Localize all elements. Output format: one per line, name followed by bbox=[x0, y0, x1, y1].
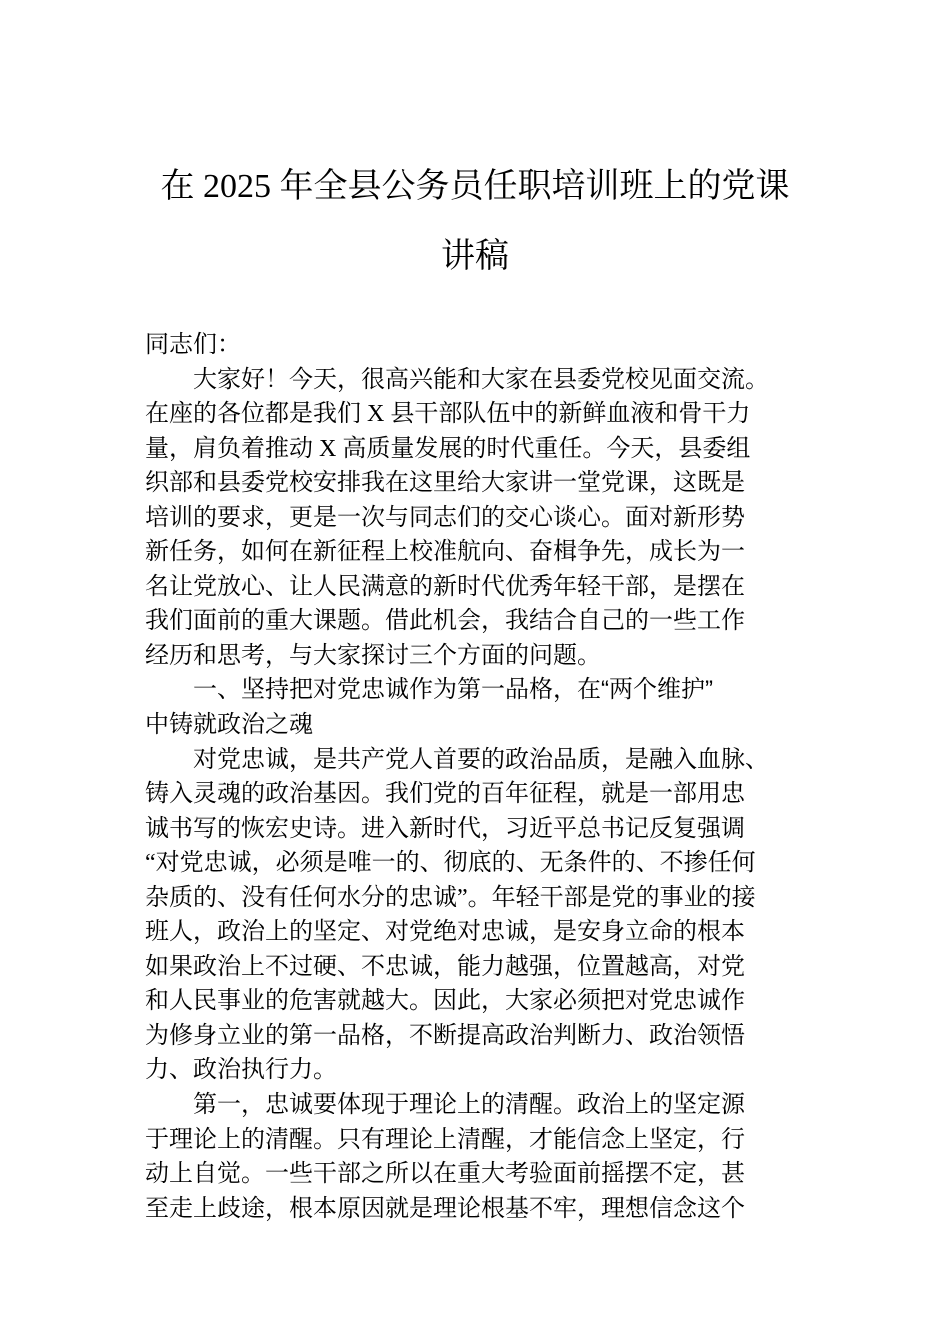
paragraph bbox=[145, 743, 825, 1088]
text-line: 培训的要求，更是一次与同志们的交心谈心。面对新形势 bbox=[145, 504, 745, 531]
text-line: 量，肩负着推动 X 高质量发展的时代重任。今天，县委组 bbox=[145, 435, 751, 462]
text-line: 和人民事业的危害就越大。因此，大家必须把对党忠诚作 bbox=[145, 988, 745, 1015]
text-line: 织部和县委党校安排我在这里给大家讲一堂党课，这既是 bbox=[145, 470, 745, 497]
text-line: 于理论上的清醒。只有理论上清醒，才能信念上坚定，行 bbox=[145, 1126, 745, 1153]
text-line: 在座的各位都是我们 X 县干部队伍中的新鲜血液和骨干力 bbox=[145, 401, 751, 428]
text-line: 新任务，如何在新征程上校准航向、奋楫争先，成长为一 bbox=[145, 539, 745, 566]
salutation: 同志们： bbox=[145, 332, 241, 358]
text-line: 中铸就政治之魂 bbox=[145, 711, 313, 739]
document-title bbox=[0, 152, 950, 292]
section-heading bbox=[145, 673, 825, 742]
document-body bbox=[145, 328, 825, 1226]
text-line: 第一，忠诚要体现于理论上的清醒。政治上的坚定源 bbox=[193, 1092, 745, 1119]
text-line: 名让党放心、让人民满意的新时代优秀年轻干部，是摆在 bbox=[145, 573, 745, 600]
text-line: 经历和思考，与大家探讨三个方面的问题。 bbox=[145, 642, 601, 669]
text-line: 力、政治执行力。 bbox=[145, 1057, 337, 1084]
paragraph bbox=[145, 1088, 825, 1226]
text-line: “对党忠诚，必须是唯一的、彻底的、无条件的、不掺任何 bbox=[145, 850, 756, 877]
text-line: 我们面前的重大课题。借此机会，我结合自己的一些工作 bbox=[145, 608, 745, 635]
text-line: 至走上歧途，根本原因就是理论根基不牢，理想信念这个 bbox=[145, 1195, 745, 1222]
text-line: 如果政治上不过硬、不忠诚，能力越强，位置越高，对党 bbox=[145, 953, 745, 980]
text-line: 一、坚持把对党忠诚作为第一品格，在“两个维护” bbox=[193, 676, 713, 704]
text-line: 为修身立业的第一品格，不断提高政治判断力、政治领悟 bbox=[145, 1022, 745, 1049]
title-line-1: 在 2025 年全县公务员任职培训班上的党课 bbox=[160, 168, 790, 205]
text-line: 班人，政治上的坚定、对党绝对忠诚，是安身立命的根本 bbox=[145, 919, 745, 946]
text-line: 诚书写的恢宏史诗。进入新时代，习近平总书记反复强调 bbox=[145, 815, 745, 842]
title-line-2: 讲稿 bbox=[441, 238, 509, 275]
text-line: 铸入灵魂的政治基因。我们党的百年征程，就是一部用忠 bbox=[145, 781, 745, 808]
text-line: 动上自觉。一些干部之所以在重大考验面前摇摆不定，甚 bbox=[145, 1161, 745, 1188]
text-line: 大家好！今天，很高兴能和大家在县委党校见面交流。 bbox=[193, 366, 769, 393]
paragraph bbox=[145, 363, 825, 674]
text-line: 对党忠诚，是共产党人首要的政治品质，是融入血脉、 bbox=[193, 746, 769, 773]
text-line: 杂质的、没有任何水分的忠诚”。年轻干部是党的事业的接 bbox=[145, 884, 756, 911]
